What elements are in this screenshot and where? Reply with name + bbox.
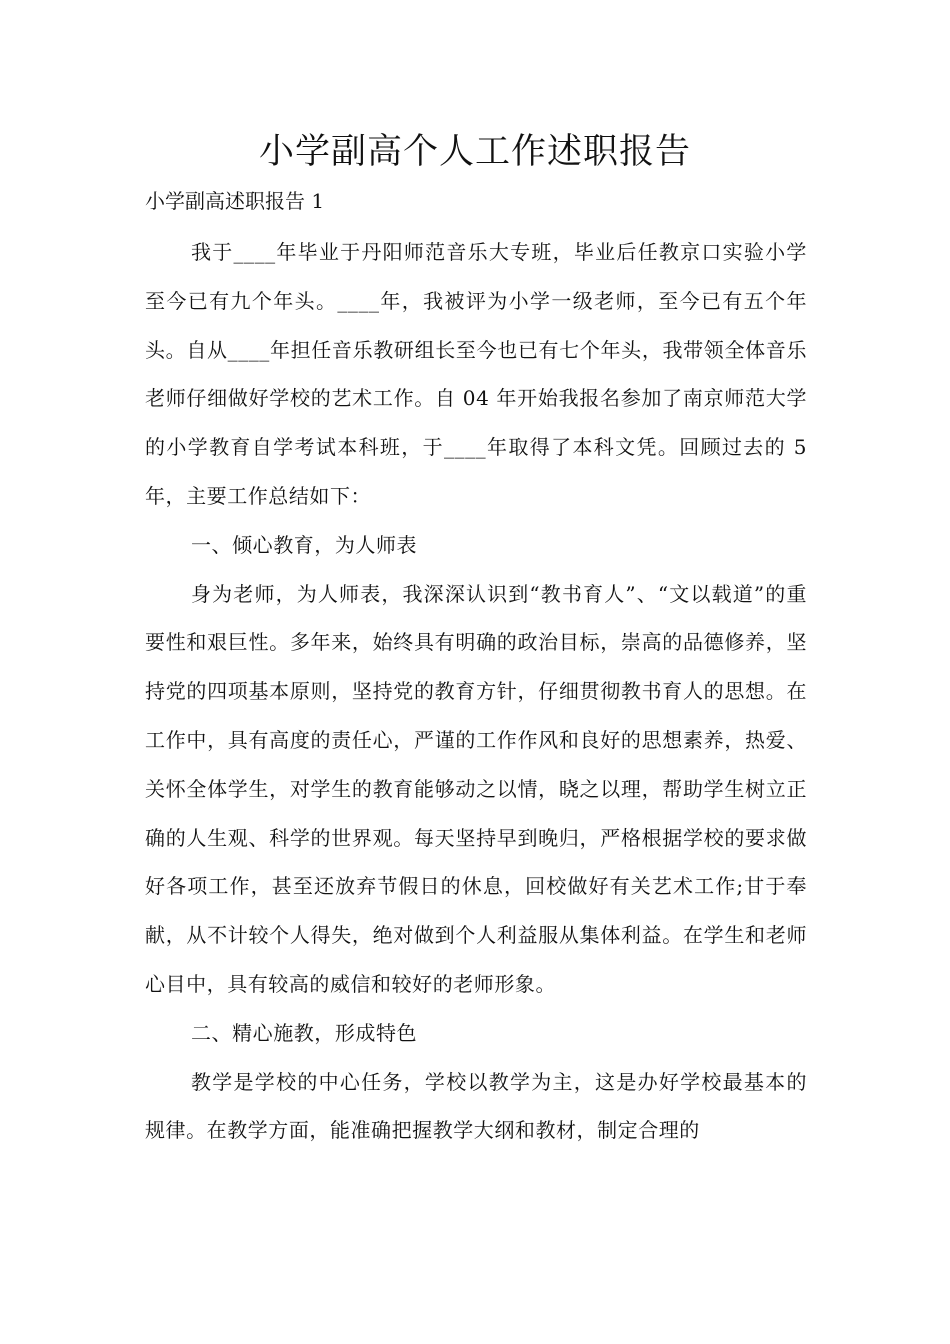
intro-paragraph: 我于____年毕业于丹阳师范音乐大专班，毕业后任教京口实验小学至今已有九个年头。____年，我被评为小学一级老师，至今已有五个年头。自从____年担任音乐教研组长至今也已有七个年头，我带领全体音乐老师仔细做好学校的艺术工作。自 04 年开始我报名参加了南京师范大学的小学教育自学考试本科班，于____年取得了本科文凭。回顾过去的 5 年，主要工作总结如下： <box>145 240 807 508</box>
section-2-paragraph: 教学是学校的中心任务，学校以教学为主，这是办好学校最基本的规律。在教学方面，能准确把握教学大纲和教材，制定合理的 <box>145 1069 807 1143</box>
section-heading-2: 二、精心施教，形成特色 <box>191 1020 418 1045</box>
section-heading-1: 一、倾心教育，为人师表 <box>191 532 418 557</box>
document-subtitle: 小学副高述职报告 1 <box>145 189 325 213</box>
section-1-paragraph: 身为老师，为人师表，我深深认识到“教书育人”、“文以载道”的重要性和艰巨性。多年来，始终具有明确的政治目标，崇高的品德修养，坚持党的四项基本原则，坚持党的教育方针，仔细贯彻教书育人的思想。在工作中，具有高度的责任心，严谨的工作作风和良好的思想素养，热爱、关怀全体学生，对学生的教育能够动之以情，晓之以理，帮助学生树立正确的人生观、科学的世界观。每天坚持早到晚归，严格根据学校的要求做好各项工作，甚至还放弃节假日的休息，回校做好有关艺术工作;甘于奉献，从不计较个人得失，绝对做到个人利益服从集体利益。在学生和老师心目中，具有较高的威信和较好的老师形象。 <box>145 581 807 996</box>
document-body <box>145 228 807 1155</box>
document-title: 小学副高个人工作述职报告 <box>258 132 691 172</box>
